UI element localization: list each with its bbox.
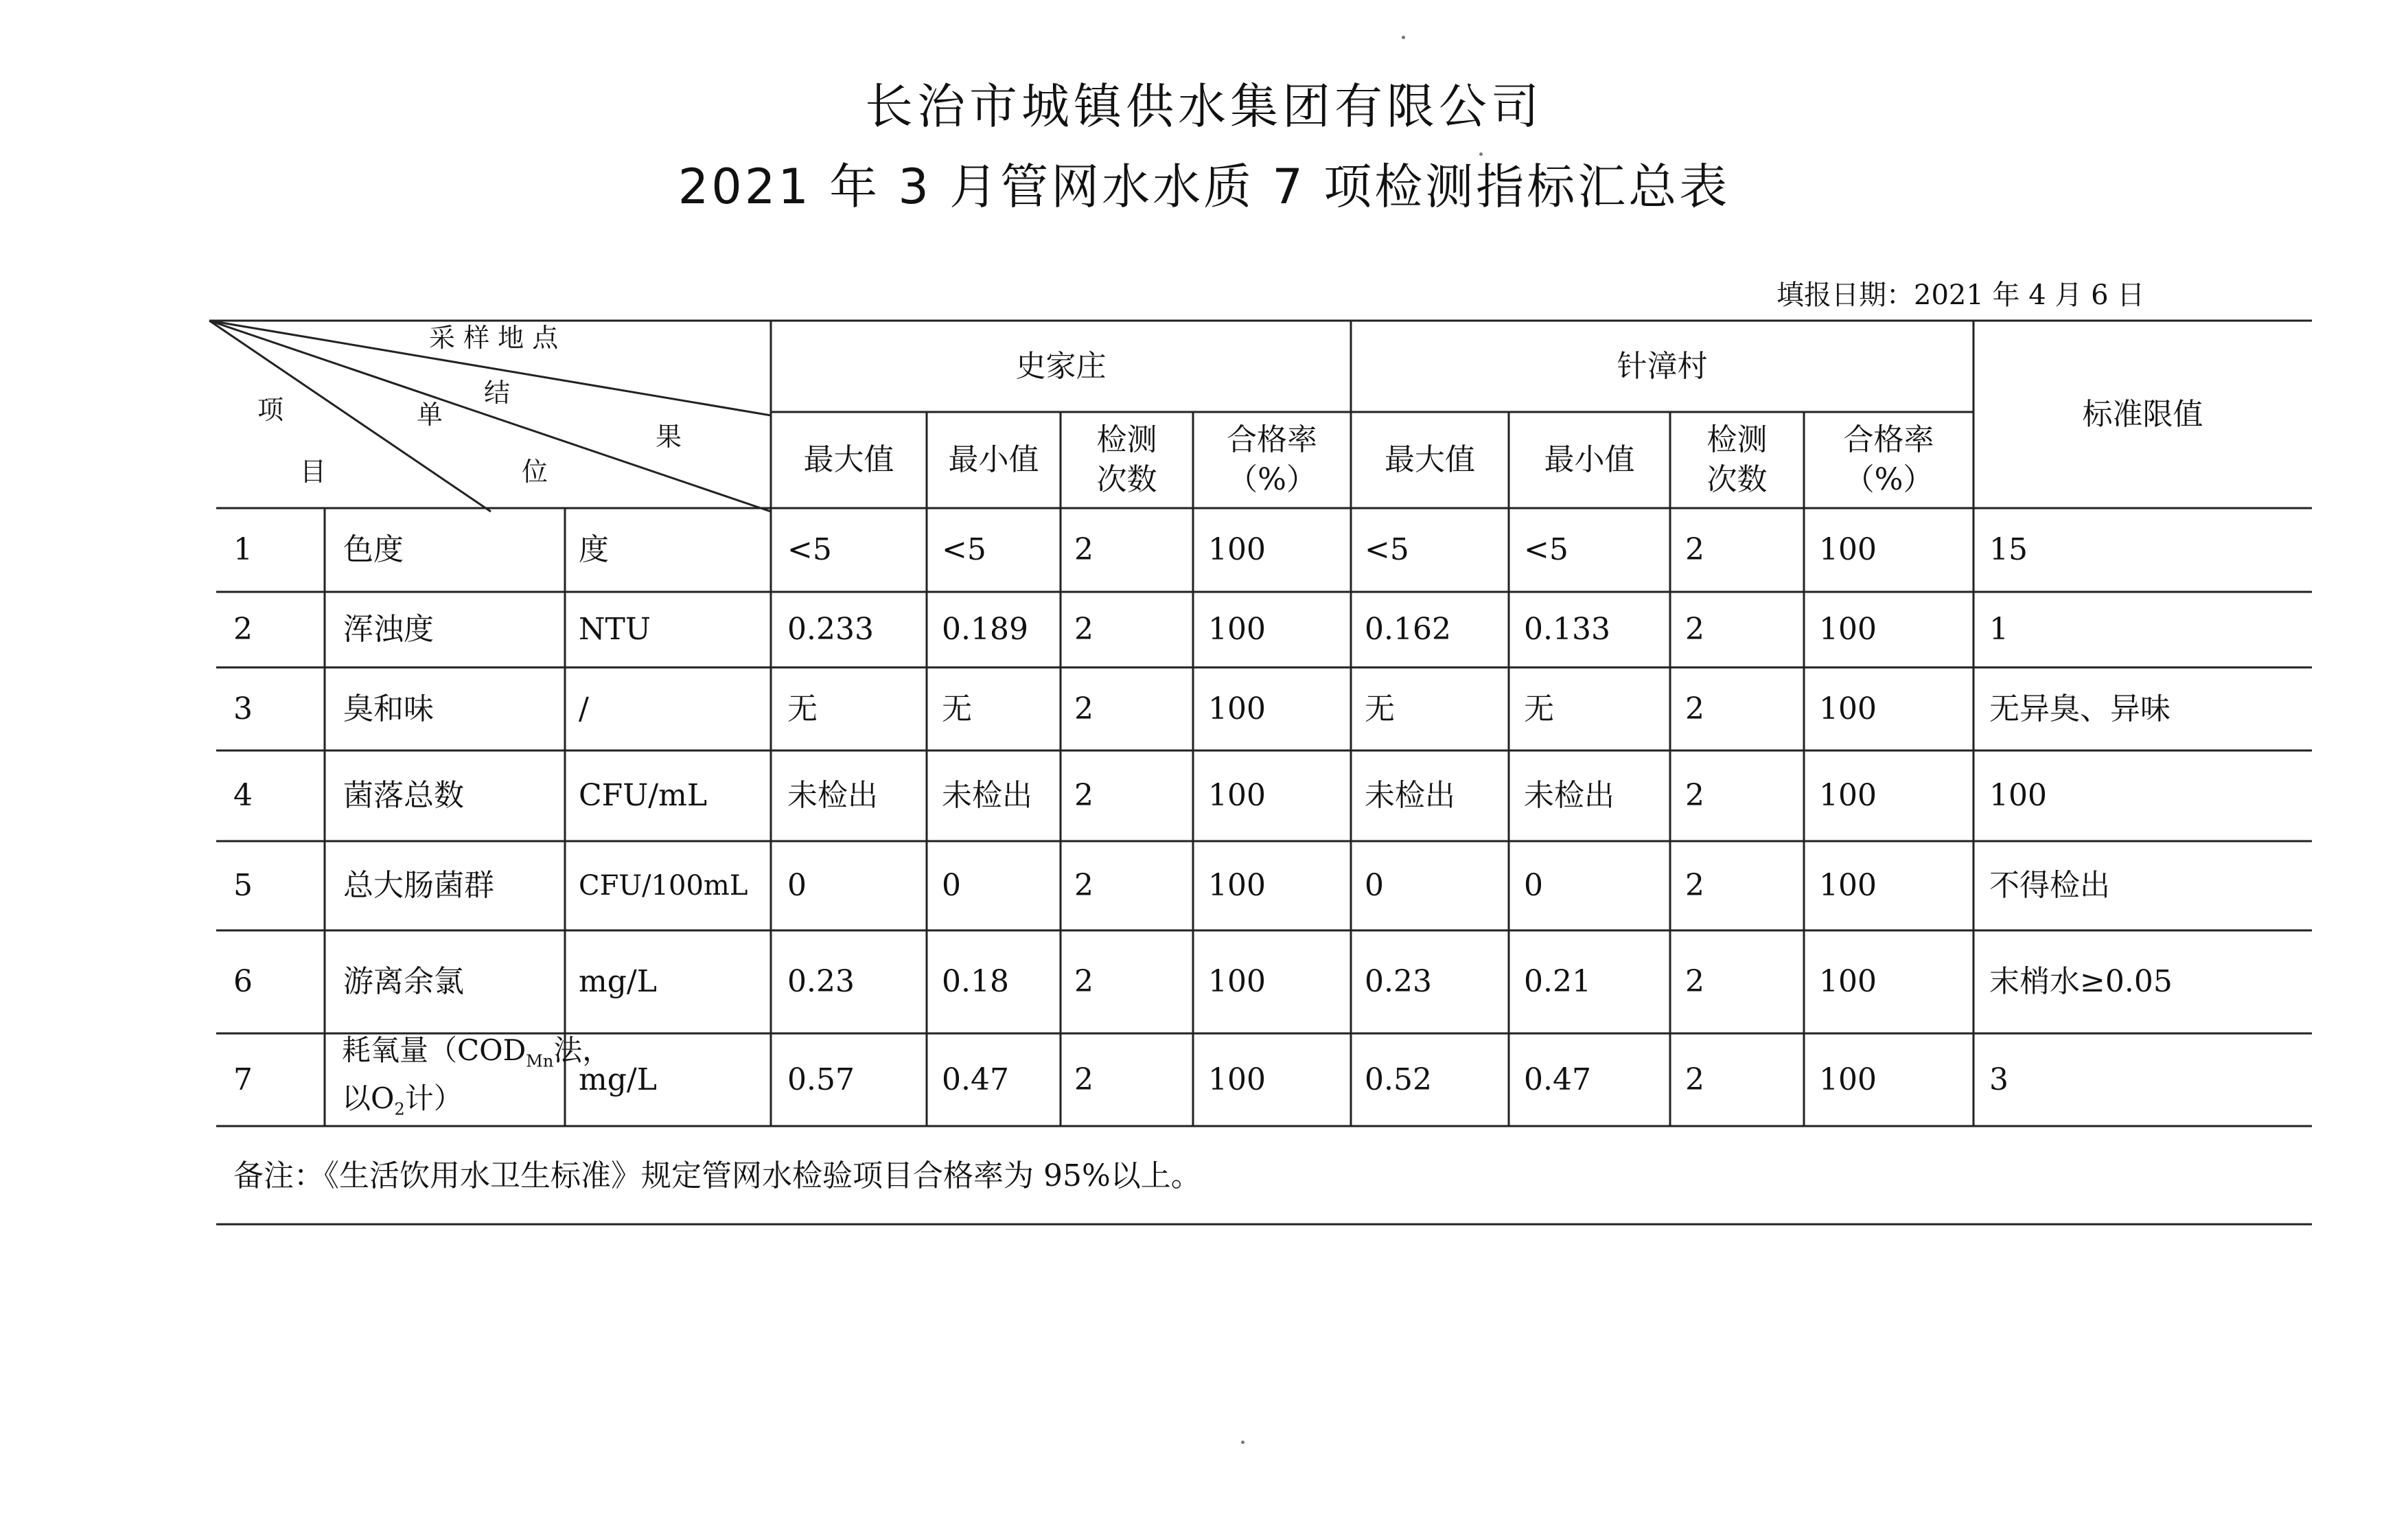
site1-min-value: 0.47 [942,1062,1009,1097]
site1-pass-rate: 100 [1208,778,1266,813]
site-header-zhenzhangcun: 针漳村 [1617,348,1708,384]
site1-test-count: 2 [1074,778,1093,813]
standard-limit: 3 [1989,1062,2008,1097]
site2-test-count: 2 [1685,691,1704,726]
site1-pass-rate: 100 [1208,691,1266,726]
o2-prefix: 以O [342,1081,395,1115]
indicator-name: 总大肠菌群 [343,868,494,903]
site2-max-value: 0.23 [1365,964,1432,999]
cod-prefix: 耗氧量（COD [342,1033,526,1068]
site1-test-count: 2 [1074,612,1093,647]
site2-test-count: 2 [1685,868,1704,903]
indicator-name: 菌落总数 [343,778,464,813]
indicator-name: 色度 [343,532,404,567]
scan-speck [1479,152,1483,156]
site1-pass-rate: 100 [1208,532,1266,567]
site1-max-value: 未检出 [787,778,878,813]
indicator-unit: CFU/mL [579,778,708,813]
col-header-max: 最大值 [803,442,894,477]
site2-max-value: 0.52 [1365,1062,1432,1097]
site1-min-value: 0 [942,868,961,903]
col-header-count-line1: 检测 [1706,422,1768,457]
col-header-count-line2: 次数 [1706,462,1768,497]
site2-min-value: 0 [1524,868,1543,903]
site2-max-value: 0.162 [1365,612,1451,647]
scan-speck [1402,36,1405,39]
fill-date: 填报日期：2021 年 4 月 6 日 [1776,279,2145,311]
standard-limit-header: 标准限值 [2082,396,2203,432]
col-header-rate-line1: 合格率 [1227,422,1317,457]
col-header-pass-rate [1193,412,1351,508]
col-header-pass-rate [1804,412,1973,508]
row-number: 1 [233,532,253,567]
footnote: 备注：《生活饮用水卫生标准》规定管网水检验项目合格率为 95%以上。 [233,1158,1201,1193]
o2-subscript: 2 [394,1099,405,1119]
site1-min-value: 无 [942,691,972,726]
indicator-unit: mg/L [579,964,657,999]
site1-min-value: 0.189 [942,612,1028,647]
col-header-count-line1: 检测 [1096,422,1157,457]
standard-limit: 100 [1989,778,2047,813]
site1-min-value: 未检出 [942,778,1032,813]
site2-max-value: <5 [1365,532,1409,567]
site1-max-value: 0.23 [787,964,855,999]
site1-max-value: <5 [787,532,832,567]
site1-pass-rate: 100 [1208,612,1266,647]
row-number: 3 [233,691,253,726]
site1-max-value: 0 [787,868,807,903]
standard-limit: 末梢水≥0.05 [1989,964,2173,999]
site2-max-value: 0 [1365,868,1384,903]
header-result-char-2: 果 [656,422,682,452]
row-number: 4 [233,778,253,813]
header-item-char-1: 项 [257,395,284,425]
indicator-unit: / [579,691,589,726]
row-number: 2 [233,612,253,647]
document-subtitle: 2021 年 3 月管网水水质 7 项检测指标汇总表 [678,159,1730,215]
site1-max-value: 0.57 [787,1062,855,1097]
col-header-rate-line2: （%） [1844,462,1934,497]
col-header-max: 最大值 [1385,442,1475,477]
site1-min-value: <5 [942,532,986,567]
site2-max-value: 无 [1365,691,1395,726]
site2-pass-rate: 100 [1819,868,1877,903]
site2-pass-rate: 100 [1819,691,1877,726]
indicator-name [342,1033,611,1126]
site2-min-value: 0.133 [1524,612,1610,647]
row-number: 6 [233,964,253,999]
site2-pass-rate: 100 [1819,778,1877,813]
row-number: 7 [233,1062,253,1097]
header-sampling-point: 采 样 地 点 [429,323,559,353]
header-item-char-2: 目 [300,457,327,487]
site2-pass-rate: 100 [1819,612,1877,647]
site2-pass-rate: 100 [1819,964,1877,999]
col-header-min: 最小值 [1544,442,1635,477]
indicator-name: 臭和味 [343,691,434,726]
cod-subscript: Mn [526,1051,554,1071]
indicator-unit: mg/L [579,1062,657,1097]
site2-pass-rate: 100 [1819,1062,1877,1097]
site2-min-value: <5 [1524,532,1568,567]
site1-test-count: 2 [1074,868,1093,903]
indicator-name: 游离余氯 [343,964,464,999]
row-number: 5 [233,868,253,903]
site2-min-value: 0.21 [1524,964,1591,999]
standard-limit: 1 [1989,612,2008,647]
header-result-char-1: 结 [484,378,511,408]
site2-test-count: 2 [1685,778,1704,813]
site1-pass-rate: 100 [1208,868,1266,903]
cod-suffix: 法， [553,1033,612,1068]
site1-test-count: 2 [1074,1062,1093,1097]
site1-max-value: 无 [787,691,818,726]
o2-suffix: 计） [404,1081,463,1115]
standard-limit: 不得检出 [1989,868,2110,903]
site1-max-value: 0.233 [787,612,874,647]
indicator-name-line2 [342,1080,463,1127]
indicator-unit: NTU [579,612,651,647]
indicator-unit: CFU/100mL [579,870,748,902]
site1-pass-rate: 100 [1208,1062,1266,1097]
col-header-count-line2: 次数 [1096,462,1157,497]
site2-pass-rate: 100 [1819,532,1877,567]
site2-min-value: 未检出 [1524,778,1614,813]
site2-min-value: 0.47 [1524,1062,1591,1097]
site2-test-count: 2 [1685,532,1704,567]
standard-limit: 无异臭、异味 [1989,691,2170,726]
standard-limit: 15 [1989,532,2028,567]
indicator-unit: 度 [579,532,609,567]
col-header-rate-line1: 合格率 [1843,422,1934,457]
indicator-name: 浑浊度 [343,612,434,647]
header-unit-char-1: 单 [417,400,443,430]
header-unit-char-2: 位 [522,457,548,487]
col-header-count [1061,412,1193,508]
site2-max-value: 未检出 [1365,778,1455,813]
site1-test-count: 2 [1074,691,1093,726]
site2-test-count: 2 [1685,964,1704,999]
site1-pass-rate: 100 [1208,964,1266,999]
site1-test-count: 2 [1074,532,1093,567]
col-header-count [1670,412,1804,508]
site-header-shijiazhuang: 史家庄 [1015,348,1107,384]
col-header-min: 最小值 [948,442,1039,477]
site1-test-count: 2 [1074,964,1093,999]
site2-test-count: 2 [1685,612,1704,647]
col-header-rate-line2: （%） [1227,462,1317,497]
indicator-name-line1 [342,1032,611,1079]
document-title: 长治市城镇供水集团有限公司 [865,78,1543,135]
site2-test-count: 2 [1685,1062,1704,1097]
site1-min-value: 0.18 [942,964,1009,999]
site2-min-value: 无 [1524,691,1554,726]
scan-speck [1241,1441,1244,1444]
